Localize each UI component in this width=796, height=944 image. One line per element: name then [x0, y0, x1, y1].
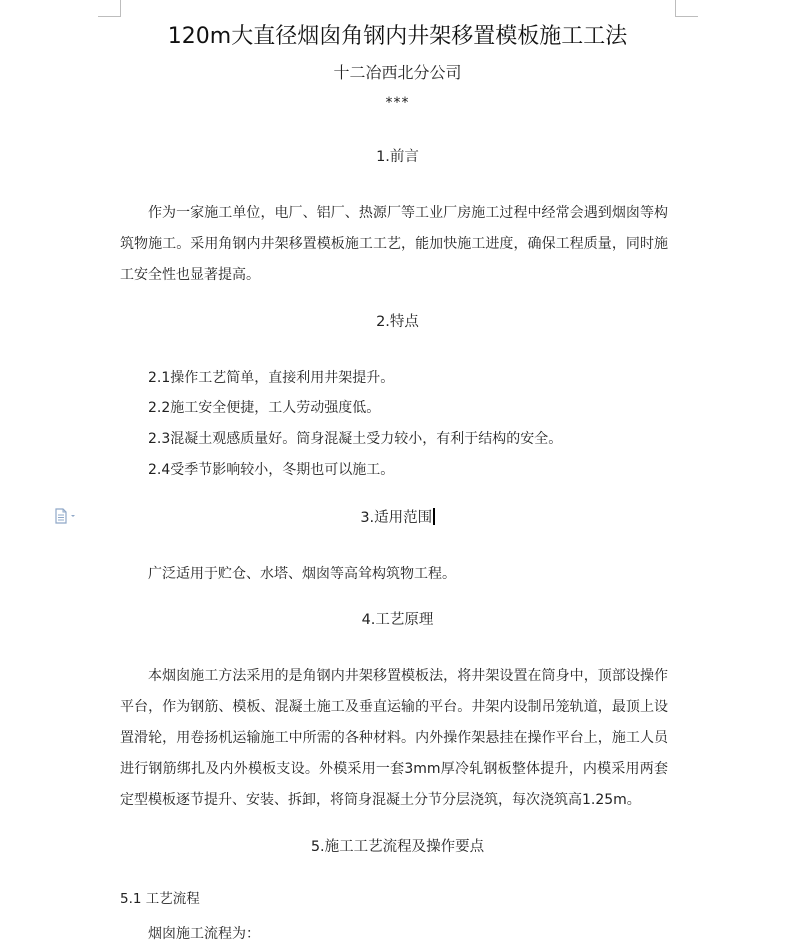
feature-item[interactable]: 2.2施工安全便捷，工人劳动强度低。 [148, 400, 381, 416]
feature-item[interactable]: 2.1操作工艺简单，直接利用井架提升。 [148, 370, 395, 386]
document-title[interactable]: 120m大直径烟囱角钢内井架移置模板施工工法 [167, 24, 628, 49]
crop-mark-top-left [98, 16, 121, 17]
text-cursor [433, 508, 435, 525]
crop-mark-top-right [675, 0, 676, 16]
section-heading-2[interactable]: 2.特点 [376, 314, 419, 330]
section-heading-3[interactable] [120, 508, 675, 528]
section-heading-4[interactable]: 4.工艺原理 [361, 612, 434, 628]
crop-mark-top-left [120, 0, 121, 16]
section-4-paragraph[interactable]: 本烟囱施工方法采用的是角钢内井架移置模板法，将井架设置在筒身中，顶部设操作平台，作为钢筋、模板、混凝土施工及垂直运输的平台。井架内设制吊笼轨道，最顶上设置滑轮，用卷扬机运输施工中所需的各种材料。内外操作架悬挂在操作平台上，施工人员进行钢筋绑扎及内外模板支设。外模采用一套3mm厚冷轧钢板整体提升，内模采用两套定型模板逐节提升、安装、拆卸，将筒身混凝土分节分层浇筑，每次浇筑高1.25m。 [120, 668, 668, 808]
sub-heading-5-1[interactable]: 5.1 工艺流程 [120, 891, 200, 907]
section-heading-3-text[interactable]: 3.适用范围 [360, 510, 433, 526]
section-heading-1[interactable]: 1.前言 [376, 149, 419, 165]
section-heading-5[interactable]: 5.施工工艺流程及操作要点 [310, 839, 485, 855]
crop-mark-top-right [675, 16, 698, 17]
process-intro-line[interactable]: 烟囱施工流程为： [148, 926, 260, 942]
document-subtitle[interactable]: 十二冶西北分公司 [333, 63, 462, 82]
document-icon[interactable] [54, 508, 78, 524]
feature-item[interactable]: 2.4受季节影响较小，冬期也可以施工。 [148, 462, 395, 478]
feature-item[interactable]: 2.3混凝土观感质量好。筒身混凝土受力较小，有利于结构的安全。 [148, 431, 563, 447]
section-1-paragraph[interactable]: 作为一家施工单位，电厂、铝厂、热源厂等工业厂房施工过程中经常会遇到烟囱等构筑物施工。采用角钢内井架移置模板施工工艺，能加快施工进度，确保工程质量，同时施工安全性也显著提高。 [120, 205, 668, 283]
section-3-paragraph[interactable]: 广泛适用于贮仓、水塔、烟囱等高耸构筑物工程。 [148, 566, 456, 582]
separator-stars[interactable]: *** [385, 95, 410, 111]
